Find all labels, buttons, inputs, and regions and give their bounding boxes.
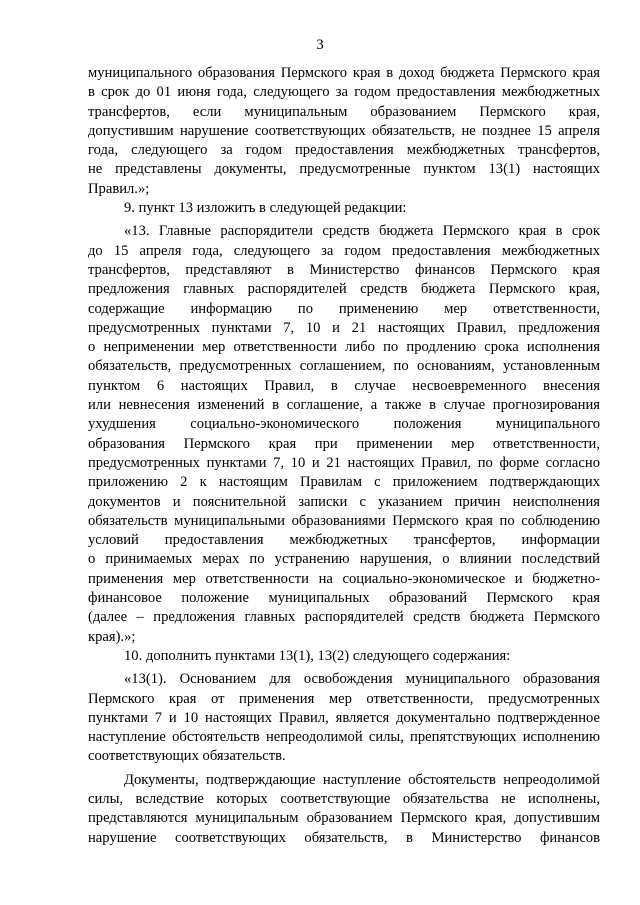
text-line: года, следующего за годом предоставления межбюджетных трансфертов, — [88, 142, 600, 159]
text-line: или невнесения изменений в соглашение, а также в случае прогнозирования — [88, 397, 600, 414]
text-line: трансфертов, представляют в Министерство финансов Пермского края — [88, 261, 600, 278]
text-line: образования Пермского края при применении мер ответственности, — [88, 435, 600, 452]
text-line: финансовое положение муниципальных образований Пермского края — [88, 590, 600, 607]
text-line: края).»; — [88, 628, 136, 645]
page-number: 3 — [316, 37, 324, 53]
paragraph — [88, 222, 600, 647]
text-line: содержащие информацию по применению мер ответственности, — [88, 300, 600, 317]
text-line: муниципального образования Пермского края в доход бюджета Пермского края — [88, 65, 600, 81]
text-line: обязательств, предусмотренных соглашением, по основаниям, установленным — [88, 358, 600, 375]
text-line: обязательств муниципальными образованиями Пермского края по соблюдению — [88, 512, 600, 529]
text-line: «13(1). Основанием для освобождения муниципального образования — [124, 671, 600, 688]
text-line: применения мер ответственности на социально-экономическое и бюджетно- — [88, 570, 600, 587]
text-line: пунктом 6 настоящих Правил, в случае несвоевременного внесения — [88, 377, 600, 394]
text-line: соответствующих обязательств. — [88, 748, 286, 765]
text-line: до 15 апреля года, следующего за годом предоставления межбюджетных — [88, 242, 600, 259]
paragraph — [88, 199, 600, 218]
text-line: 10. дополнить пунктами 13(1), 13(2) следующего содержания: — [124, 647, 511, 664]
paragraph — [88, 647, 600, 666]
text-line: представляются муниципальным образованием Пермского края, допустившим — [88, 810, 600, 827]
text-line: силы, вследствие которых соответствующие обязательства не исполнены, — [88, 790, 600, 807]
paragraph — [88, 64, 600, 199]
text-line: 9. пункт 13 изложить в следующей редакции: — [124, 200, 407, 217]
text-line: предусмотренных пунктами 7, 10 и 21 настоящих Правил, по форме согласно — [88, 454, 600, 471]
text-line: документов и пояснительной записки с указанием причин неисполнения — [88, 493, 600, 510]
text-line: ухудшения социально-экономического положения муниципального — [88, 416, 600, 433]
text-line: условий предоставления межбюджетных трансфертов, информации — [88, 532, 600, 549]
document-body — [88, 64, 600, 848]
text-line: Пермского края от применения мер ответственности, предусмотренных — [88, 690, 600, 707]
text-line: о неприменении мер ответственности либо по продлению срока исполнения — [88, 339, 600, 356]
text-line: (далее – предложения главных распорядителей средств бюджета Пермского — [88, 609, 600, 626]
text-line: Правил.»; — [88, 180, 150, 197]
text-line: пунктами 7 и 10 настоящих Правил, является документально подтвержденное — [88, 709, 600, 726]
text-line: трансфертов, если муниципальным образованием Пермского края, — [88, 103, 600, 120]
text-line: предложения главных распорядителей средств бюджета Пермского края, — [88, 281, 600, 298]
text-line: Документы, подтверждающие наступление обстоятельств непреодолимой — [124, 771, 600, 788]
text-line: о принимаемых мерах по устранению нарушения, о влиянии последствий — [88, 551, 600, 568]
text-line: допустившим нарушение соответствующих обязательств, не позднее 15 апреля — [88, 122, 600, 139]
text-line: в срок до 01 июня года, следующего за годом предоставления межбюджетных — [88, 84, 600, 101]
paragraph — [88, 771, 600, 848]
text-line: «13. Главные распорядители средств бюджета Пермского края в срок — [124, 223, 600, 240]
text-line: предусмотренных пунктами 7, 10 и 21 настоящих Правил, предложения — [88, 319, 600, 336]
text-line: не представлены документы, предусмотренные пунктом 13(1) настоящих — [88, 161, 600, 178]
text-line: приложению 2 к настоящим Правилам с приложением подтверждающих — [88, 474, 600, 491]
text-line: нарушение соответствующих обязательств, в Министерство финансов — [88, 829, 600, 846]
text-line: наступление обстоятельств непреодолимой силы, препятствующих исполнению — [88, 729, 600, 746]
paragraph — [88, 670, 600, 766]
